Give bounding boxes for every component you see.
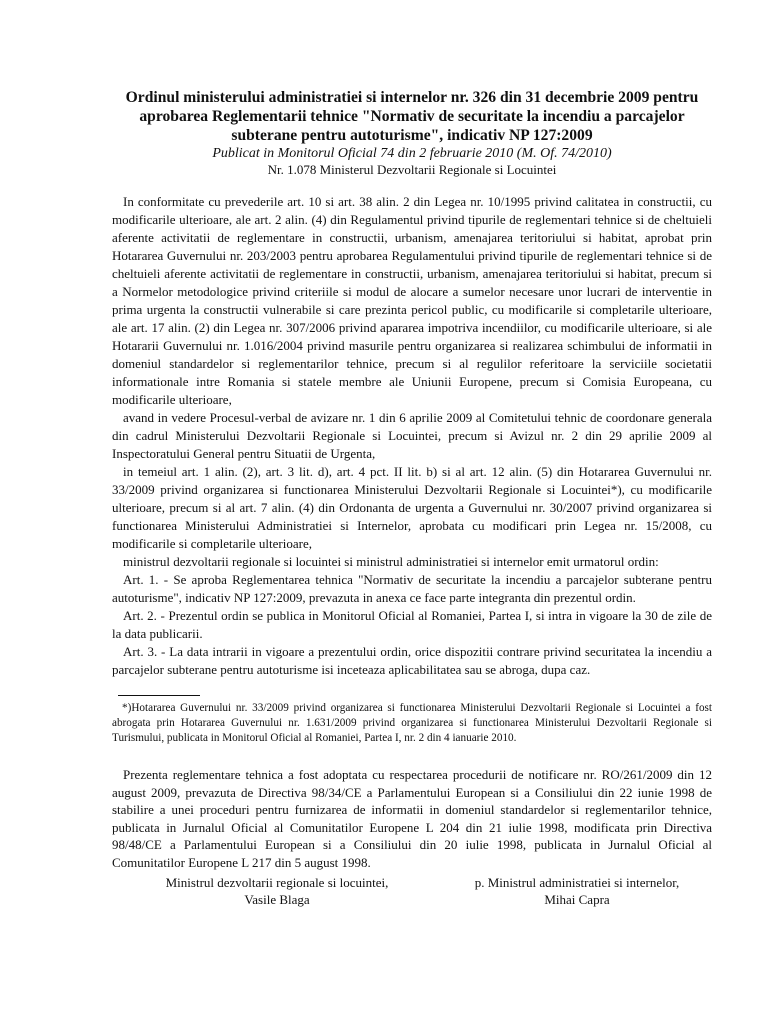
order-body bbox=[112, 193, 712, 679]
paragraph-authority: in temeiul art. 1 alin. (2), art. 3 lit. d), art. 4 pct. II lit. b) si al art. 12 alin. (5) din Hotararea Guvernului nr. 33/2009 privind organizarea si functionarea Ministerului Dezvoltarii Regionale si Locuintei*), cu modificarile ulterioare, precum si al art. 7 alin. (4) din Ordonanta de urgenta a Guvernului nr. 30/2007 privind organizarea si functionarea Ministerului Administratiei si Internelor, aprobata cu modificari prin Legea nr. 15/2008, cu modificarile si completarile ulterioare, bbox=[112, 464, 712, 551]
signature-block bbox=[112, 874, 712, 908]
article-3: Art. 3. - La data intrarii in vigoare a prezentului ordin, orice dispozitii contrare privind securitatea la incendiu a parcajelor subterane pentru autoturisme isi inceteaza aplicabilitatea sau se abroga, dupa caz. bbox=[112, 644, 712, 677]
document-title: Ordinul ministerului administratiei si internelor nr. 326 din 31 decembrie 2009 pentru aprobarea Reglementarii tehnice "Normativ de securitate la incendiu a parcajelor subterane pentru autoturisme", indicativ NP 127:2009 bbox=[125, 89, 699, 144]
paragraph-legal-basis: In conformitate cu prevederile art. 10 si art. 38 alin. 2 din Legea nr. 10/1995 privind calitatea in constructii, cu modificarile ulterioare, ale art. 2 alin. (4) din Regulamentul privind tipurile de reglementari tehnice si de cheltuieli aferente activitatii de reglementare in constructii, urbanism, amenajarea teritoriului si habitat, aprobat prin Hotararea Guvernului nr. 203/2003 pentru aprobarea Regulamentului privind tipurile de reglementari tehnice si de cheltuieli aferente activitatii de reglementare in constructii, urbanism, amenajarea teritoriului si habitat, precum si a Normelor metodologice privind criteriile si modul de alocare a sumelor necesare unor lucrari de interventie in prima urgenta la constructii vulnerabile si care prezinta pericol public, cu modificarile si completarile ulterioare, ale art. 17 alin. (2) din Legea nr. 307/2006 privind apararea impotriva incendiilor, cu modificarile ulterioare, si ale Hotararii Guvernului nr. 1.016/2004 privind masurile pentru organizarea si realizarea schimbului de informatii in domeniul standardelor si reglementarilor tehnice, precum si al regulilor referitoare la serviciile societatii informationale intre Romania si statele membre ale Uniunii Europene, precum si Comisia Europeana, cu modificarile ulterioare, bbox=[112, 194, 712, 407]
footnote-divider bbox=[118, 695, 200, 696]
signature-role: Ministrul dezvoltarii regionale si locuintei, bbox=[165, 874, 389, 890]
signature-name: Mihai Capra bbox=[544, 891, 610, 907]
footnote: *)Hotararea Guvernului nr. 33/2009 privind organizarea si functionarea Ministerului Dezvoltarii Regionale si Locuintei a fost abrogata prin Hotararea Guvernului nr. 1.631/2009 privind organizarea si functionarea Ministerului Dezvoltarii Regionale si Turismului, publicata in Monitorul Oficial al Romaniei, Partea I, nr. 2 din 4 ianuarie 2010. bbox=[112, 702, 712, 744]
signature-right bbox=[442, 874, 712, 908]
signature-left bbox=[112, 874, 442, 908]
signature-role: p. Ministrul administratiei si internelor, bbox=[474, 874, 680, 890]
paragraph-approval: avand in vedere Procesul-verbal de avizare nr. 1 din 6 aprilie 2009 al Comitetului tehnic de coordonare generala din cadrul Ministerului Dezvoltarii Regionale si Locuintei, precum si Avizul nr. 2 din 29 aprilie 2009 al Inspectoratului General pentru Situatii de Urgenta, bbox=[112, 410, 712, 461]
article-1: Art. 1. - Se aproba Reglementarea tehnica "Normativ de securitate la incendiu a parcajelor subterane pentru autoturisme", indicativ NP 127:2009, prevazuta in anexa ce face parte integranta din prezentul ordin. bbox=[112, 572, 712, 605]
publication-line: Publicat in Monitorul Oficial 74 din 2 februarie 2010 (M. Of. 74/2010) bbox=[212, 146, 612, 161]
issuer-line: Nr. 1.078 Ministerul Dezvoltarii Regionale si Locuintei bbox=[267, 162, 557, 177]
article-2: Art. 2. - Prezentul ordin se publica in Monitorul Oficial al Romaniei, Partea I, si intra in vigoare la 30 de zile de la data publicarii. bbox=[112, 608, 712, 641]
signature-name: Vasile Blaga bbox=[244, 891, 310, 907]
notification-notice: Prezenta reglementare tehnica a fost adoptata cu respectarea procedurii de notificare nr. RO/261/2009 din 12 august 2009, prevazuta de Directiva 98/34/CE a Parlamentului European si a Consiliului din 22 iunie 1998 de stabilire a unei proceduri pentru furnizarea de informatii in domeniul standardelor si reglementarilor tehnice, publicata in Jurnalul Oficial al Comunitatilor Europene L 204 din 21 iulie 1998, modificata prin Directiva 98/48/CE a Parlamentului European si a Consiliului din 20 iulie 1998, publicata in Jurnalul Oficial al Comunitatilor Europene L 217 din 5 august 1998. bbox=[112, 767, 712, 870]
document-page bbox=[112, 88, 712, 908]
paragraph-ministers: ministrul dezvoltarii regionale si locuintei si ministrul administratiei si internelor emit urmatorul ordin: bbox=[123, 554, 659, 569]
